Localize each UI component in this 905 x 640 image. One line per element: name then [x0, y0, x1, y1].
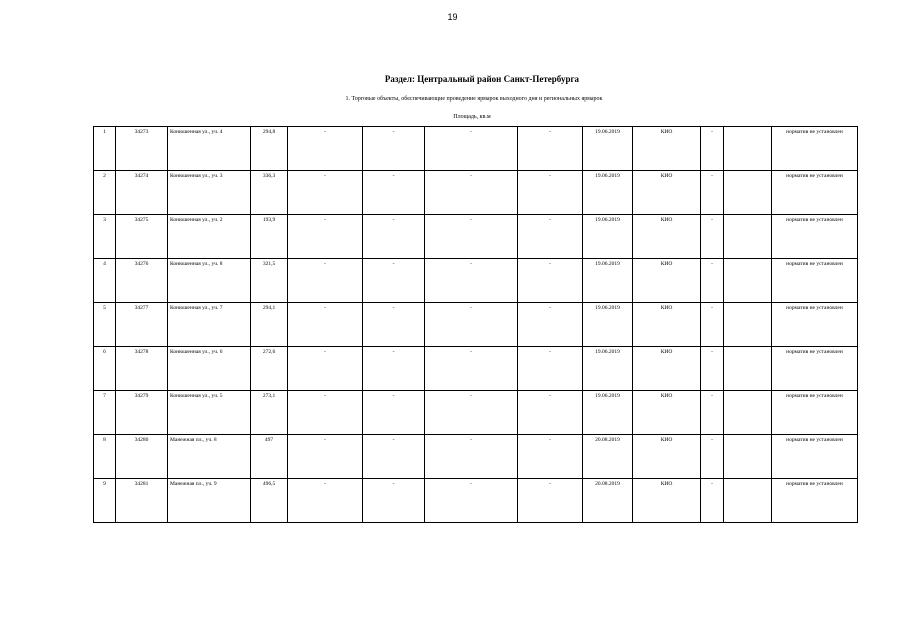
period-cell: - [425, 259, 518, 303]
duration-cell: - [518, 171, 583, 215]
date-cell: 19.06.2019 [583, 215, 633, 259]
authority-cell: КИО [633, 303, 701, 347]
address-cell: Манежная пл., уч. 8 [168, 435, 251, 479]
note-cell: - [701, 259, 724, 303]
area-cell: 496,5 [251, 479, 288, 523]
table-row [94, 479, 858, 523]
date-cell: 19.06.2019 [583, 171, 633, 215]
table-row [94, 171, 858, 215]
area-cell: 272,6 [251, 347, 288, 391]
registry-number-cell: 34274 [116, 171, 168, 215]
standard-cell: норматив не установлен [772, 435, 858, 479]
note-cell: - [701, 171, 724, 215]
date-cell: 19.06.2019 [583, 347, 633, 391]
registry-number-cell: 34275 [116, 215, 168, 259]
address-cell: Конюшенная ул., уч. 3 [168, 171, 251, 215]
note-cell: - [701, 479, 724, 523]
specialization-cell: - [288, 479, 363, 523]
registry-number-cell: 34277 [116, 303, 168, 347]
address-cell: Конюшенная ул., уч. 4 [168, 127, 251, 171]
period-cell: - [425, 127, 518, 171]
page-number: 19 [447, 12, 458, 22]
object-type-cell: - [363, 347, 425, 391]
registry-number-cell: 34273 [116, 127, 168, 171]
object-type-cell: - [363, 171, 425, 215]
note-cell: - [701, 303, 724, 347]
object-type-cell: - [363, 215, 425, 259]
authority-cell: КИО [633, 435, 701, 479]
table-row [94, 259, 858, 303]
table-row [94, 215, 858, 259]
duration-cell: - [518, 303, 583, 347]
row-number-cell: 8 [94, 435, 116, 479]
authority-cell: КИО [633, 391, 701, 435]
address-cell: Конюшенная ул., уч. 8 [168, 259, 251, 303]
specialization-cell: - [288, 347, 363, 391]
period-cell: - [425, 391, 518, 435]
object-type-cell: - [363, 435, 425, 479]
authority-cell: КИО [633, 215, 701, 259]
empty-cell [724, 435, 772, 479]
table-row [94, 127, 858, 171]
duration-cell: - [518, 259, 583, 303]
standard-cell: норматив не установлен [772, 303, 858, 347]
date-cell: 19.06.2019 [583, 127, 633, 171]
address-cell: Конюшенная ул., уч. 5 [168, 391, 251, 435]
empty-cell [724, 303, 772, 347]
specialization-cell: - [288, 259, 363, 303]
duration-cell: - [518, 127, 583, 171]
empty-cell [724, 215, 772, 259]
date-cell: 20.08.2019 [583, 479, 633, 523]
empty-cell [724, 391, 772, 435]
note-cell: - [701, 391, 724, 435]
registry-number-cell: 34276 [116, 259, 168, 303]
row-number-cell: 7 [94, 391, 116, 435]
period-cell: - [425, 479, 518, 523]
units-caption: Площадь, кв.м [453, 114, 491, 120]
standard-cell: норматив не установлен [772, 127, 858, 171]
period-cell: - [425, 215, 518, 259]
specialization-cell: - [288, 391, 363, 435]
area-cell: 273,1 [251, 391, 288, 435]
table-row [94, 347, 858, 391]
section-subtitle: 1. Торговые объекты, обеспечивающие проведение ярмарок выходного дня и региональных ярмарок [345, 96, 603, 102]
standard-cell: норматив не установлен [772, 215, 858, 259]
date-cell: 20.08.2019 [583, 435, 633, 479]
row-number-cell: 4 [94, 259, 116, 303]
row-number-cell: 2 [94, 171, 116, 215]
duration-cell: - [518, 347, 583, 391]
period-cell: - [425, 435, 518, 479]
specialization-cell: - [288, 435, 363, 479]
area-cell: 336,3 [251, 171, 288, 215]
period-cell: - [425, 303, 518, 347]
object-type-cell: - [363, 259, 425, 303]
period-cell: - [425, 171, 518, 215]
authority-cell: КИО [633, 259, 701, 303]
row-number-cell: 1 [94, 127, 116, 171]
registry-number-cell: 34279 [116, 391, 168, 435]
authority-cell: КИО [633, 347, 701, 391]
address-cell: Конюшенная ул., уч. 6 [168, 347, 251, 391]
table-row [94, 303, 858, 347]
authority-cell: КИО [633, 479, 701, 523]
duration-cell: - [518, 391, 583, 435]
address-cell: Конюшенная ул., уч. 2 [168, 215, 251, 259]
section-title: Раздел: Центральный район Санкт-Петербурга [384, 74, 580, 84]
table-row [94, 391, 858, 435]
standard-cell: норматив не установлен [772, 259, 858, 303]
registry-number-cell: 34278 [116, 347, 168, 391]
registry-number-cell: 34280 [116, 435, 168, 479]
empty-cell [724, 171, 772, 215]
authority-cell: КИО [633, 127, 701, 171]
duration-cell: - [518, 479, 583, 523]
object-type-cell: - [363, 127, 425, 171]
empty-cell [724, 127, 772, 171]
standard-cell: норматив не установлен [772, 391, 858, 435]
note-cell: - [701, 127, 724, 171]
authority-cell: КИО [633, 171, 701, 215]
date-cell: 19.06.2019 [583, 259, 633, 303]
note-cell: - [701, 435, 724, 479]
standard-cell: норматив не установлен [772, 347, 858, 391]
table-row [94, 435, 858, 479]
specialization-cell: - [288, 215, 363, 259]
address-cell: Конюшенная ул., уч. 7 [168, 303, 251, 347]
date-cell: 19.06.2019 [583, 303, 633, 347]
period-cell: - [425, 347, 518, 391]
row-number-cell: 6 [94, 347, 116, 391]
duration-cell: - [518, 215, 583, 259]
empty-cell [724, 479, 772, 523]
area-cell: 294,1 [251, 303, 288, 347]
area-cell: 294,8 [251, 127, 288, 171]
object-type-cell: - [363, 303, 425, 347]
object-type-cell: - [363, 391, 425, 435]
specialization-cell: - [288, 171, 363, 215]
duration-cell: - [518, 435, 583, 479]
retail-objects-table [93, 126, 858, 523]
object-type-cell: - [363, 479, 425, 523]
row-number-cell: 9 [94, 479, 116, 523]
area-cell: 193,9 [251, 215, 288, 259]
note-cell: - [701, 215, 724, 259]
row-number-cell: 3 [94, 215, 116, 259]
empty-cell [724, 347, 772, 391]
standard-cell: норматив не установлен [772, 479, 858, 523]
row-number-cell: 5 [94, 303, 116, 347]
area-cell: 497 [251, 435, 288, 479]
standard-cell: норматив не установлен [772, 171, 858, 215]
area-cell: 321,5 [251, 259, 288, 303]
registry-number-cell: 34281 [116, 479, 168, 523]
note-cell: - [701, 347, 724, 391]
specialization-cell: - [288, 303, 363, 347]
empty-cell [724, 259, 772, 303]
date-cell: 19.06.2019 [583, 391, 633, 435]
specialization-cell: - [288, 127, 363, 171]
address-cell: Манежная пл., уч. 9 [168, 479, 251, 523]
